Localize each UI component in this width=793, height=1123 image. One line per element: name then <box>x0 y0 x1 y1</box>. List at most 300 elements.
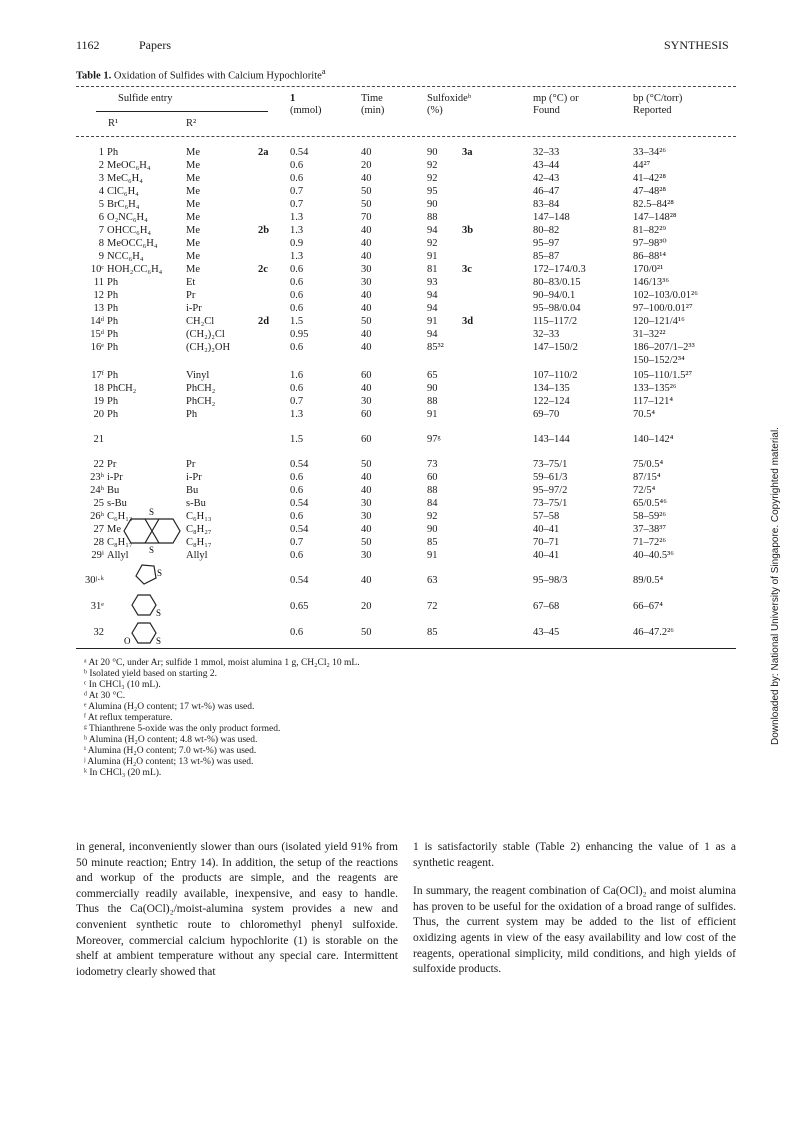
table-row <box>0 224 793 237</box>
cell-r2: Bu <box>186 485 199 496</box>
table-row <box>0 146 793 159</box>
cell-r2: s-Bu <box>186 498 206 509</box>
cell-yld: 91 <box>427 251 438 262</box>
cell-time: 40 <box>361 225 372 236</box>
cell-yld: 63 <box>427 575 438 586</box>
cell-bp: 31–32²² <box>633 329 666 340</box>
cell-bp: 133–135²⁶ <box>633 383 677 394</box>
cell-mp: 83–84 <box>533 199 560 210</box>
cell-mp: 147–148 <box>533 212 570 223</box>
cell-mp: 40–41 <box>533 524 560 535</box>
cell-time: 40 <box>361 472 372 483</box>
cell-r2: Me <box>186 251 200 262</box>
col-mmol-sub: (mmol) <box>290 105 322 116</box>
cell-r2: C₆H₁₃ <box>186 511 212 522</box>
table-row <box>0 315 793 328</box>
table-row <box>0 471 793 484</box>
cell-no: 24ʰ <box>90 485 104 496</box>
table-row <box>0 276 793 289</box>
cell-mmol: 1.3 <box>290 409 304 420</box>
cell-mmol: 1.5 <box>290 316 304 327</box>
thiolane-structure <box>128 560 168 590</box>
cell-r2: Pr <box>186 290 196 301</box>
cell-no: 3 <box>98 173 104 184</box>
cell-r2: Me <box>186 238 200 249</box>
cell-r1: Pr <box>107 459 117 470</box>
cell-no: 8 <box>98 238 104 249</box>
table-label: Table 1. <box>76 70 112 82</box>
cell-r1: Me <box>107 524 121 535</box>
cell-r2: Vinyl <box>186 370 210 381</box>
table-row <box>0 395 793 408</box>
cell-r1: Ph <box>107 329 119 340</box>
cell-r2: (CH₂)₂OH <box>186 342 231 353</box>
cell-yld: 90 <box>427 524 438 535</box>
cell-sx: 3d <box>462 316 474 327</box>
right-paragraph-2: In summary, the reagent combination of Ca(OCl)₂ and moist alumina has proven to be useful for the oxidation of a broad range of sulfides. Thus, the current system may be added to the list of efficient oxidizing agents in view of the easy availability and low cost of the reagents, operational simplicity, mild conditions, and high yields of sulfoxide products. <box>413 885 736 976</box>
col-r1: R¹ <box>108 118 119 129</box>
cell-time: 40 <box>361 329 372 340</box>
cell-mp: 73–75/1 <box>533 498 568 509</box>
footnote: ⁱ Alumina (H₂O content; 7.0 wt-%) was used. <box>84 746 257 756</box>
table-row <box>0 198 793 211</box>
cell-mp: 42–43 <box>533 173 560 184</box>
cell-time: 40 <box>361 575 372 586</box>
cell-bp: 147–148²⁸ <box>633 212 677 223</box>
cell-time: 40 <box>361 342 372 353</box>
cell-time: 30 <box>361 550 372 561</box>
cell-no: 11 <box>93 277 104 288</box>
cell-no: 15ᵈ <box>90 329 104 340</box>
cell-r1: Ph <box>107 147 119 158</box>
cell-mp: 147–150/2 <box>533 342 578 353</box>
cell-yld: 81 <box>427 264 438 275</box>
cell-bp: 72/5⁴ <box>633 485 656 496</box>
cell-bp: 86–88¹⁴ <box>633 251 667 262</box>
cell-r2: Me <box>186 199 200 210</box>
cell-r2: (CH₂)₂Cl <box>186 329 225 340</box>
cell-r2: Me <box>186 147 200 158</box>
cell-mp: 134–135 <box>533 383 570 394</box>
cell-r1: O₂NC₆H₄ <box>107 212 148 223</box>
cell-mp: 80–82 <box>533 225 560 236</box>
cell-mmol: 0.6 <box>290 550 304 561</box>
cell-no: 17ᶠ <box>91 370 104 381</box>
oxathiane-o: O <box>124 636 131 646</box>
cell-mp: 46–47 <box>533 186 560 197</box>
cell-r2: Me <box>186 160 200 171</box>
cell-mmol: 0.54 <box>290 575 309 586</box>
table-row <box>0 328 793 341</box>
cell-no: 23ʰ <box>90 472 104 483</box>
cell-no: 30ʲ·ᵏ <box>85 575 104 586</box>
col-sulfide-entry: Sulfide entry <box>118 93 173 104</box>
cell-mmol: 0.54 <box>290 147 309 158</box>
cell-bp: 41–42²⁸ <box>633 173 667 184</box>
cell-r2: Allyl <box>186 550 208 561</box>
cell-sx: 3c <box>462 264 472 275</box>
footnote: ʲ Alumina (H₂O content; 13 wt-%) was used. <box>84 757 254 767</box>
cell-no: 16ᵉ <box>90 342 104 353</box>
cell-bp: 87/15⁴ <box>633 472 661 483</box>
cell-bp: 97–98³⁰ <box>633 238 667 249</box>
cell-r1: HOH₂CC₆H₄ <box>107 264 163 275</box>
footnote: ᵍ Thianthrene 5-oxide was the only product formed. <box>84 724 281 734</box>
footnote: ʰ Alumina (H₂O content; 4.8 wt-%) was used. <box>84 735 258 745</box>
cell-time: 40 <box>361 524 372 535</box>
cell-yld: 73 <box>427 459 438 470</box>
cell-mp: 80–83/0.15 <box>533 277 581 288</box>
table-row <box>0 289 793 302</box>
cell-r2: Ph <box>186 409 198 420</box>
cell-mp: 67–68 <box>533 601 560 612</box>
left-column <box>76 840 398 980</box>
cell-mp: 115–117/2 <box>533 316 578 327</box>
cell-bp: 47–48²⁸ <box>633 186 667 197</box>
cell-bp: 81–82²⁹ <box>633 225 667 236</box>
cell-mmol: 0.54 <box>290 459 309 470</box>
cell-bp: 117–121⁴ <box>633 396 674 407</box>
table-row <box>0 211 793 224</box>
col-mmol <box>290 93 322 117</box>
cell-mmol: 0.7 <box>290 396 304 407</box>
cell-time: 50 <box>361 186 372 197</box>
cell-r1: C₆H₁₃ <box>107 511 133 522</box>
cell-bp: 37–38³⁷ <box>633 524 667 535</box>
cell-no: 6 <box>98 212 104 223</box>
cell-yld: 95 <box>427 186 438 197</box>
cell-yld: 85 <box>427 627 438 638</box>
cell-r2: i-Pr <box>186 303 202 314</box>
cell-mp: 59–61/3 <box>533 472 568 483</box>
section-name: Papers <box>139 38 171 52</box>
cell-r1: Ph <box>107 303 119 314</box>
cell-no: 18 <box>93 383 104 394</box>
cell-mmol: 1.3 <box>290 251 304 262</box>
cell-yld: 84 <box>427 498 438 509</box>
table-row <box>0 263 793 276</box>
sulfide-header-rule <box>96 111 268 112</box>
col-time-sub: (min) <box>361 105 385 116</box>
cell-no: 12 <box>93 290 104 301</box>
cell-time: 60 <box>361 409 372 420</box>
table-top-rule <box>76 86 736 87</box>
cell-yld: 91 <box>427 409 438 420</box>
cell-r1: Ph <box>107 396 119 407</box>
cell-mmol: 0.6 <box>290 303 304 314</box>
thiane-s: S <box>156 608 162 618</box>
cell-time: 40 <box>361 303 372 314</box>
cell-cmpd: 2b <box>258 225 270 236</box>
cell-no: 22 <box>93 459 104 470</box>
download-notice: Downloaded by: National University of Singapore. Copyrighted material. <box>770 427 781 745</box>
cell-time: 30 <box>361 277 372 288</box>
cell-time: 20 <box>361 160 372 171</box>
cell-mmol: 0.6 <box>290 342 304 353</box>
cell-r1: Ph <box>107 342 119 353</box>
cell-yld: 88 <box>427 212 438 223</box>
col-sulfoxide-sub: (%) <box>427 105 443 116</box>
table-title: Oxidation of Sulfides with Calcium Hypochlorite <box>113 70 322 82</box>
col-time <box>361 93 384 117</box>
table-row <box>0 250 793 263</box>
col-mp-main: mp (°C) or <box>533 93 579 104</box>
cell-r2: Pr <box>186 459 196 470</box>
cell-no: 29ⁱ <box>91 550 104 561</box>
cell-yld: 92 <box>427 511 438 522</box>
cell-mp: 95–98/0.04 <box>533 303 581 314</box>
cell-yld: 94 <box>427 329 438 340</box>
cell-time: 50 <box>361 199 372 210</box>
table-caption <box>76 66 326 82</box>
cell-r2: C₈H₂₇ <box>186 524 212 535</box>
table-row <box>0 433 793 446</box>
cell-bp: 146/13³⁶ <box>633 277 669 288</box>
cell-bp: 65/0.5⁴⁶ <box>633 498 667 509</box>
cell-time: 20 <box>361 601 372 612</box>
cell-yld: 65 <box>427 370 438 381</box>
cell-yld: 91 <box>427 316 438 327</box>
cell-mmol: 0.7 <box>290 186 304 197</box>
footnote: ᶠ At reflux temperature. <box>84 713 173 723</box>
cell-no: 9 <box>98 251 104 262</box>
cell-time: 40 <box>361 485 372 496</box>
cell-mmol: 1.6 <box>290 370 304 381</box>
cell-time: 30 <box>361 264 372 275</box>
cell-yld: 72 <box>427 601 438 612</box>
col-bp-main: bp (°C/torr) <box>633 93 683 104</box>
footnote: ᶜ In CHCl₃ (10 mL). <box>84 680 161 690</box>
col-mp <box>533 93 579 117</box>
cell-mp: 143–144 <box>533 434 570 445</box>
thianthrene-structure <box>114 505 186 557</box>
header-bottom-rule <box>76 136 736 137</box>
cell-time: 60 <box>361 434 372 445</box>
footnote: ᵃ At 20 °C, under Ar; sulfide 1 mmol, moist alumina 1 g, CH₂Cl₂ 10 mL. <box>84 658 360 668</box>
cell-bp: 97–100/0.01²⁷ <box>633 303 693 314</box>
table-row <box>0 172 793 185</box>
cell-no: 25 <box>93 498 104 509</box>
cell-mmol: 0.6 <box>290 264 304 275</box>
cell-yld: 90 <box>427 383 438 394</box>
cell-no: 20 <box>93 409 104 420</box>
cell-mmol: 0.6 <box>290 485 304 496</box>
cell-r1: Allyl <box>107 550 129 561</box>
cell-yld: 90 <box>427 199 438 210</box>
cell-yld: 93 <box>427 277 438 288</box>
col-sulfoxide <box>427 93 471 117</box>
thianthrene-s-bottom: S <box>149 545 155 555</box>
cell-time: 40 <box>361 147 372 158</box>
cell-mmol: 0.6 <box>290 383 304 394</box>
cell-cmpd: 2d <box>258 316 270 327</box>
cell-bp: 58–59²⁶ <box>633 511 667 522</box>
cell-bp: 150–152/2³⁴ <box>633 355 685 366</box>
col-bp-sub: Reported <box>633 105 672 116</box>
cell-sx: 3a <box>462 147 473 158</box>
cell-mmol: 0.65 <box>290 601 309 612</box>
cell-mp: 95–97/2 <box>533 485 568 496</box>
table-row <box>0 369 793 382</box>
cell-bp: 105–110/1.5²⁷ <box>633 370 693 381</box>
cell-time: 40 <box>361 290 372 301</box>
cell-bp: 186–207/1–2³³ <box>633 342 695 353</box>
cell-mmol: 1.3 <box>290 212 304 223</box>
cell-r1: Bu <box>107 485 120 496</box>
col-bp <box>633 93 682 117</box>
cell-mp: 107–110/2 <box>533 370 578 381</box>
cell-mmol: 0.6 <box>290 511 304 522</box>
cell-mp: 70–71 <box>533 537 560 548</box>
cell-yld: 92 <box>427 160 438 171</box>
right-column <box>413 840 736 978</box>
cell-r2: Me <box>186 186 200 197</box>
cell-mp: 32–33 <box>533 147 560 158</box>
table-row <box>0 237 793 250</box>
cell-r1: MeC₆H₄ <box>107 173 143 184</box>
cell-bp: 44²⁷ <box>633 160 651 171</box>
cell-r1: Ph <box>107 409 119 420</box>
table-row <box>0 185 793 198</box>
cell-r1: i-Pr <box>107 472 123 483</box>
cell-no: 1 <box>98 147 104 158</box>
cell-r2: Et <box>186 277 196 288</box>
cell-bp: 170/0²¹ <box>633 264 664 275</box>
cell-time: 30 <box>361 498 372 509</box>
table-row <box>0 341 793 354</box>
table-row <box>0 382 793 395</box>
cell-no: 28 <box>93 537 104 548</box>
cell-bp: 102–103/0.01²⁶ <box>633 290 698 301</box>
thiolane-s: S <box>157 568 163 578</box>
cell-no: 26ʰ <box>90 511 104 522</box>
cell-r2: CH₂Cl <box>186 316 215 327</box>
cell-bp: 70.5⁴ <box>633 409 656 420</box>
cell-time: 50 <box>361 627 372 638</box>
cell-time: 40 <box>361 238 372 249</box>
cell-r2: Me <box>186 212 200 223</box>
cell-time: 60 <box>361 370 372 381</box>
cell-r1: MeOC₆H₄ <box>107 160 151 171</box>
cell-mp: 43–45 <box>533 627 560 638</box>
cell-bp: 46–47.2²⁶ <box>633 627 674 638</box>
cell-r1: Ph <box>107 316 119 327</box>
thianthrene-s-top: S <box>149 507 155 517</box>
cell-mp: 122–124 <box>533 396 570 407</box>
cell-sx: 3b <box>462 225 474 236</box>
cell-no: 32 <box>93 627 104 638</box>
cell-bp: 33–34²⁶ <box>633 147 667 158</box>
cell-mmol: 0.95 <box>290 329 309 340</box>
cell-mp: 95–98/3 <box>533 575 568 586</box>
cell-mmol: 1.5 <box>290 434 304 445</box>
cell-mp: 172–174/0.3 <box>533 264 586 275</box>
cell-mp: 57–58 <box>533 511 560 522</box>
cell-bp: 120–121/4¹⁶ <box>633 316 685 327</box>
footnote: ᵈ At 30 °C. <box>84 691 126 701</box>
cell-cmpd: 2c <box>258 264 268 275</box>
cell-bp: 82.5–84²⁸ <box>633 199 674 210</box>
cell-yld: 94 <box>427 290 438 301</box>
cell-mmol: 0.6 <box>290 290 304 301</box>
col-mmol-main: 1 <box>290 93 296 104</box>
cell-r1: OHCC₆H₄ <box>107 225 152 236</box>
cell-no: 21 <box>93 434 104 445</box>
table-row <box>0 484 793 497</box>
left-paragraph: in general, inconveniently slower than ours (isolated yield 91% from 50 minute reaction; Entry 14). In addition, the setup of the reactions and workup of the products are simple, and the reagents are commercially readily available, inexpensive, and easy to handle. Thus the Ca(OCl)₂/moist-alumina system provides a new and convenient synthetic route to chloromethyl phenyl sulfoxide. Moreover, commercial calcium hypochlorite (1) is storable on the shelf at ambient temperature without any special care. Intermittent iodometry clearly showed that <box>76 841 398 978</box>
cell-mmol: 0.6 <box>290 627 304 638</box>
cell-mp: 85–87 <box>533 251 560 262</box>
cell-mp: 32–33 <box>533 329 560 340</box>
oxathiane-structure <box>118 618 168 650</box>
cell-r2: PhCH₂ <box>186 396 216 407</box>
cell-bp: 75/0.5⁴ <box>633 459 664 470</box>
cell-no: 31ᵉ <box>90 601 104 612</box>
cell-no: 5 <box>98 199 104 210</box>
col-r2: R² <box>186 118 197 129</box>
cell-time: 40 <box>361 173 372 184</box>
cell-r2: C₈H₁₇ <box>186 537 212 548</box>
table-row <box>0 354 793 367</box>
cell-yld: 91 <box>427 550 438 561</box>
col-mp-sub: Found <box>533 105 560 116</box>
cell-yld: 85³² <box>427 342 444 353</box>
cell-r1: C₈H₁₇ <box>107 537 133 548</box>
cell-mmol: 0.7 <box>290 537 304 548</box>
cell-mmol: 0.6 <box>290 472 304 483</box>
footnote: ᵉ Alumina (H₂O content; 17 wt-%) was used. <box>84 702 255 712</box>
cell-r1: s-Bu <box>107 498 127 509</box>
cell-time: 50 <box>361 537 372 548</box>
cell-time: 30 <box>361 511 372 522</box>
cell-r2: Me <box>186 225 200 236</box>
cell-r1: Ph <box>107 370 119 381</box>
cell-r1: BrC₆H₄ <box>107 199 140 210</box>
cell-mp: 43–44 <box>533 160 560 171</box>
cell-mmol: 0.54 <box>290 498 309 509</box>
cell-no: 14ᵈ <box>90 316 104 327</box>
footnote: ᵏ In CHCl₃ (20 mL). <box>84 768 162 778</box>
cell-no: 2 <box>98 160 104 171</box>
cell-no: 13 <box>93 303 104 314</box>
cell-time: 40 <box>361 251 372 262</box>
cell-mp: 90–94/0.1 <box>533 290 576 301</box>
cell-time: 70 <box>361 212 372 223</box>
cell-r2: PhCH₂ <box>186 383 216 394</box>
cell-mp: 73–75/1 <box>533 459 568 470</box>
cell-bp: 71–72²⁶ <box>633 537 667 548</box>
cell-r2: Me <box>186 173 200 184</box>
table-row <box>0 302 793 315</box>
table-row <box>0 408 793 421</box>
cell-yld: 94 <box>427 225 438 236</box>
cell-bp: 66–67⁴ <box>633 601 663 612</box>
cell-cmpd: 2a <box>258 147 269 158</box>
cell-yld: 60 <box>427 472 438 483</box>
cell-r1: Ph <box>107 277 119 288</box>
cell-mmol: 0.54 <box>290 524 309 535</box>
table-row <box>0 458 793 471</box>
cell-no: 10ᶜ <box>90 264 104 275</box>
cell-bp: 140–142⁴ <box>633 434 674 445</box>
oxathiane-s: S <box>156 636 162 646</box>
cell-r1: MeOCC₆H₄ <box>107 238 158 249</box>
cell-r1: NCC₆H₄ <box>107 251 144 262</box>
right-paragraph-1: 1 is satisfactorily stable (Table 2) enhancing the value of 1 as a synthetic reagent. <box>413 841 736 869</box>
cell-time: 50 <box>361 316 372 327</box>
cell-r2: i-Pr <box>186 472 202 483</box>
cell-no: 4 <box>98 186 104 197</box>
